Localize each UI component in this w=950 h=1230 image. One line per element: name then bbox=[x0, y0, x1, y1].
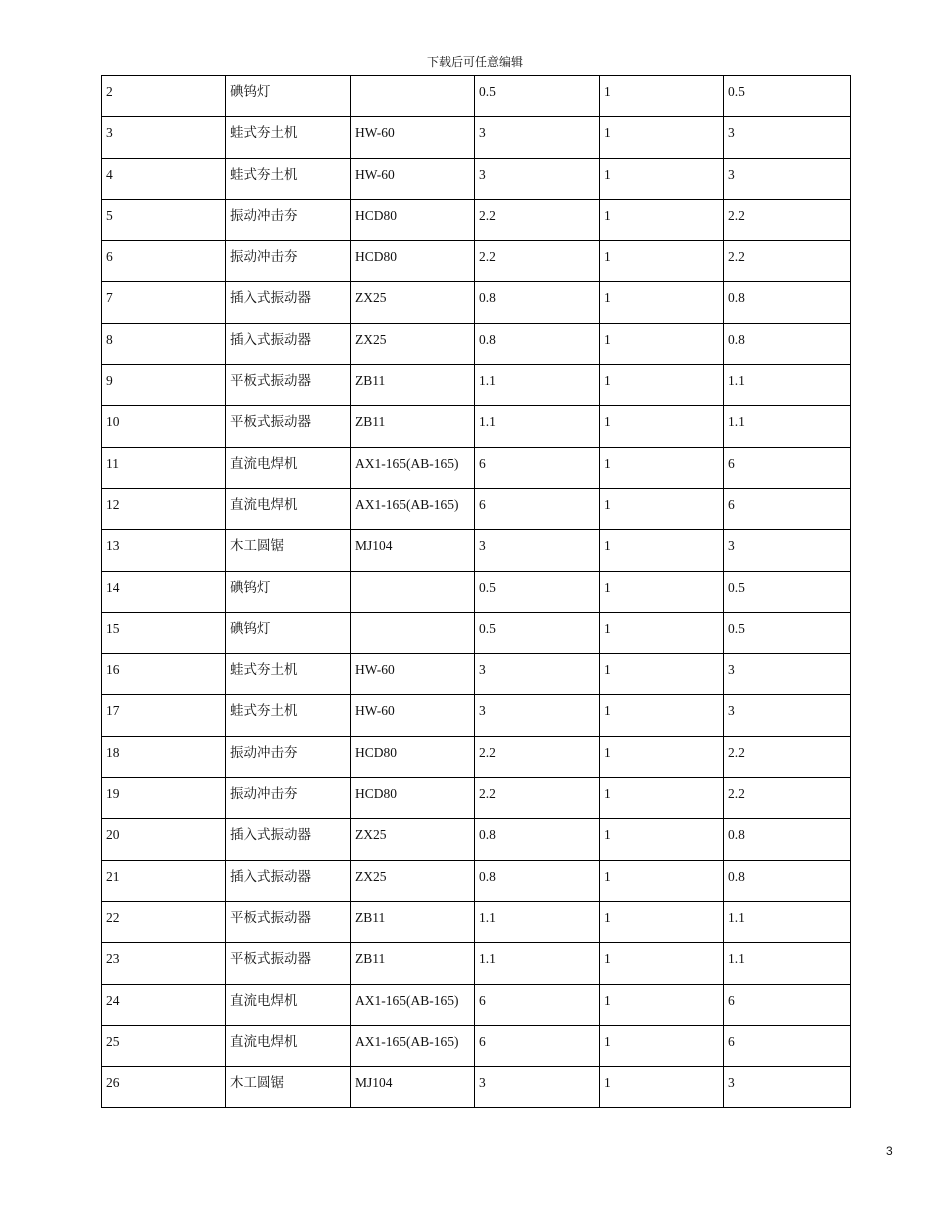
table-row bbox=[102, 199, 851, 240]
row-index-cell: 7 bbox=[102, 282, 226, 323]
equipment-name-cell: 碘钨灯 bbox=[226, 571, 351, 612]
total-power-cell: 0.8 bbox=[724, 860, 851, 901]
page-number: 3 bbox=[886, 1144, 893, 1158]
row-index-cell: 26 bbox=[102, 1067, 226, 1108]
row-index-cell: 2 bbox=[102, 76, 226, 117]
model-cell: MJ104 bbox=[351, 530, 475, 571]
total-power-cell: 2.2 bbox=[724, 199, 851, 240]
total-power-cell: 1.1 bbox=[724, 943, 851, 984]
model-cell: HW-60 bbox=[351, 654, 475, 695]
model-cell: AX1-165(AB-165) bbox=[351, 488, 475, 529]
power-cell: 1.1 bbox=[475, 365, 600, 406]
equipment-name-cell: 木工圆锯 bbox=[226, 1067, 351, 1108]
quantity-cell: 1 bbox=[600, 488, 724, 529]
power-cell: 2.2 bbox=[475, 241, 600, 282]
equipment-name-cell: 直流电焊机 bbox=[226, 488, 351, 529]
quantity-cell: 1 bbox=[600, 1025, 724, 1066]
total-power-cell: 0.8 bbox=[724, 819, 851, 860]
equipment-name-cell: 蛙式夯土机 bbox=[226, 158, 351, 199]
total-power-cell: 3 bbox=[724, 117, 851, 158]
equipment-name-cell: 插入式振动器 bbox=[226, 323, 351, 364]
power-cell: 1.1 bbox=[475, 406, 600, 447]
power-cell: 0.8 bbox=[475, 282, 600, 323]
table-row bbox=[102, 901, 851, 942]
equipment-name-cell: 插入式振动器 bbox=[226, 282, 351, 323]
table-row bbox=[102, 406, 851, 447]
table-row bbox=[102, 282, 851, 323]
total-power-cell: 6 bbox=[724, 1025, 851, 1066]
quantity-cell: 1 bbox=[600, 530, 724, 571]
model-cell bbox=[351, 612, 475, 653]
row-index-cell: 23 bbox=[102, 943, 226, 984]
row-index-cell: 20 bbox=[102, 819, 226, 860]
total-power-cell: 3 bbox=[724, 158, 851, 199]
power-cell: 0.5 bbox=[475, 76, 600, 117]
row-index-cell: 22 bbox=[102, 901, 226, 942]
total-power-cell: 3 bbox=[724, 1067, 851, 1108]
quantity-cell: 1 bbox=[600, 695, 724, 736]
row-index-cell: 17 bbox=[102, 695, 226, 736]
total-power-cell: 2.2 bbox=[724, 736, 851, 777]
table-row bbox=[102, 695, 851, 736]
power-cell: 3 bbox=[475, 530, 600, 571]
model-cell: ZX25 bbox=[351, 819, 475, 860]
equipment-name-cell: 插入式振动器 bbox=[226, 860, 351, 901]
total-power-cell: 1.1 bbox=[724, 406, 851, 447]
total-power-cell: 0.8 bbox=[724, 282, 851, 323]
table-row bbox=[102, 323, 851, 364]
total-power-cell: 2.2 bbox=[724, 241, 851, 282]
power-cell: 6 bbox=[475, 1025, 600, 1066]
total-power-cell: 0.5 bbox=[724, 76, 851, 117]
equipment-name-cell: 直流电焊机 bbox=[226, 984, 351, 1025]
model-cell: MJ104 bbox=[351, 1067, 475, 1108]
total-power-cell: 0.5 bbox=[724, 612, 851, 653]
row-index-cell: 15 bbox=[102, 612, 226, 653]
table-row bbox=[102, 860, 851, 901]
model-cell: ZB11 bbox=[351, 943, 475, 984]
model-cell: HCD80 bbox=[351, 241, 475, 282]
equipment-name-cell: 直流电焊机 bbox=[226, 1025, 351, 1066]
quantity-cell: 1 bbox=[600, 901, 724, 942]
quantity-cell: 1 bbox=[600, 943, 724, 984]
equipment-name-cell: 蛙式夯土机 bbox=[226, 117, 351, 158]
equipment-name-cell: 振动冲击夯 bbox=[226, 778, 351, 819]
power-cell: 6 bbox=[475, 447, 600, 488]
total-power-cell: 6 bbox=[724, 984, 851, 1025]
equipment-name-cell: 蛙式夯土机 bbox=[226, 654, 351, 695]
power-cell: 3 bbox=[475, 695, 600, 736]
equipment-name-cell: 碘钨灯 bbox=[226, 76, 351, 117]
power-cell: 0.5 bbox=[475, 612, 600, 653]
quantity-cell: 1 bbox=[600, 117, 724, 158]
total-power-cell: 3 bbox=[724, 530, 851, 571]
quantity-cell: 1 bbox=[600, 323, 724, 364]
row-index-cell: 4 bbox=[102, 158, 226, 199]
model-cell: AX1-165(AB-165) bbox=[351, 447, 475, 488]
row-index-cell: 8 bbox=[102, 323, 226, 364]
quantity-cell: 1 bbox=[600, 571, 724, 612]
row-index-cell: 10 bbox=[102, 406, 226, 447]
equipment-table-body bbox=[102, 76, 851, 1108]
quantity-cell: 1 bbox=[600, 736, 724, 777]
model-cell: ZB11 bbox=[351, 406, 475, 447]
quantity-cell: 1 bbox=[600, 282, 724, 323]
row-index-cell: 13 bbox=[102, 530, 226, 571]
table-row bbox=[102, 943, 851, 984]
power-cell: 3 bbox=[475, 117, 600, 158]
model-cell: ZB11 bbox=[351, 901, 475, 942]
table-row bbox=[102, 530, 851, 571]
total-power-cell: 0.8 bbox=[724, 323, 851, 364]
total-power-cell: 3 bbox=[724, 654, 851, 695]
power-cell: 6 bbox=[475, 488, 600, 529]
row-index-cell: 3 bbox=[102, 117, 226, 158]
table-row bbox=[102, 819, 851, 860]
equipment-name-cell: 平板式振动器 bbox=[226, 901, 351, 942]
power-cell: 0.8 bbox=[475, 860, 600, 901]
quantity-cell: 1 bbox=[600, 860, 724, 901]
equipment-name-cell: 振动冲击夯 bbox=[226, 736, 351, 777]
quantity-cell: 1 bbox=[600, 447, 724, 488]
equipment-name-cell: 碘钨灯 bbox=[226, 612, 351, 653]
quantity-cell: 1 bbox=[600, 984, 724, 1025]
model-cell: HW-60 bbox=[351, 695, 475, 736]
quantity-cell: 1 bbox=[600, 654, 724, 695]
row-index-cell: 9 bbox=[102, 365, 226, 406]
quantity-cell: 1 bbox=[600, 406, 724, 447]
power-cell: 2.2 bbox=[475, 736, 600, 777]
table-row bbox=[102, 612, 851, 653]
quantity-cell: 1 bbox=[600, 778, 724, 819]
total-power-cell: 6 bbox=[724, 488, 851, 529]
table-row bbox=[102, 447, 851, 488]
row-index-cell: 24 bbox=[102, 984, 226, 1025]
quantity-cell: 1 bbox=[600, 819, 724, 860]
quantity-cell: 1 bbox=[600, 1067, 724, 1108]
model-cell bbox=[351, 76, 475, 117]
table-row bbox=[102, 117, 851, 158]
total-power-cell: 1.1 bbox=[724, 901, 851, 942]
model-cell: ZX25 bbox=[351, 860, 475, 901]
equipment-name-cell: 平板式振动器 bbox=[226, 943, 351, 984]
equipment-table bbox=[101, 75, 851, 1108]
table-row bbox=[102, 76, 851, 117]
power-cell: 2.2 bbox=[475, 778, 600, 819]
total-power-cell: 6 bbox=[724, 447, 851, 488]
quantity-cell: 1 bbox=[600, 158, 724, 199]
power-cell: 0.8 bbox=[475, 323, 600, 364]
quantity-cell: 1 bbox=[600, 199, 724, 240]
equipment-name-cell: 直流电焊机 bbox=[226, 447, 351, 488]
equipment-name-cell: 蛙式夯土机 bbox=[226, 695, 351, 736]
power-cell: 2.2 bbox=[475, 199, 600, 240]
row-index-cell: 21 bbox=[102, 860, 226, 901]
power-cell: 0.8 bbox=[475, 819, 600, 860]
power-cell: 1.1 bbox=[475, 943, 600, 984]
table-row bbox=[102, 571, 851, 612]
power-cell: 3 bbox=[475, 654, 600, 695]
power-cell: 3 bbox=[475, 158, 600, 199]
equipment-name-cell: 振动冲击夯 bbox=[226, 199, 351, 240]
equipment-name-cell: 木工圆锯 bbox=[226, 530, 351, 571]
model-cell: HW-60 bbox=[351, 158, 475, 199]
table-row bbox=[102, 736, 851, 777]
table-row bbox=[102, 158, 851, 199]
quantity-cell: 1 bbox=[600, 612, 724, 653]
power-cell: 1.1 bbox=[475, 901, 600, 942]
row-index-cell: 14 bbox=[102, 571, 226, 612]
total-power-cell: 3 bbox=[724, 695, 851, 736]
quantity-cell: 1 bbox=[600, 241, 724, 282]
table-row bbox=[102, 365, 851, 406]
quantity-cell: 1 bbox=[600, 365, 724, 406]
row-index-cell: 6 bbox=[102, 241, 226, 282]
equipment-name-cell: 振动冲击夯 bbox=[226, 241, 351, 282]
row-index-cell: 19 bbox=[102, 778, 226, 819]
power-cell: 0.5 bbox=[475, 571, 600, 612]
quantity-cell: 1 bbox=[600, 76, 724, 117]
model-cell: AX1-165(AB-165) bbox=[351, 984, 475, 1025]
table-row bbox=[102, 241, 851, 282]
table-row bbox=[102, 1067, 851, 1108]
total-power-cell: 0.5 bbox=[724, 571, 851, 612]
model-cell: HCD80 bbox=[351, 778, 475, 819]
table-row bbox=[102, 984, 851, 1025]
table-row bbox=[102, 1025, 851, 1066]
row-index-cell: 5 bbox=[102, 199, 226, 240]
model-cell: ZB11 bbox=[351, 365, 475, 406]
row-index-cell: 25 bbox=[102, 1025, 226, 1066]
row-index-cell: 11 bbox=[102, 447, 226, 488]
model-cell: HCD80 bbox=[351, 736, 475, 777]
model-cell: ZX25 bbox=[351, 323, 475, 364]
model-cell: HW-60 bbox=[351, 117, 475, 158]
row-index-cell: 18 bbox=[102, 736, 226, 777]
power-cell: 6 bbox=[475, 984, 600, 1025]
model-cell: AX1-165(AB-165) bbox=[351, 1025, 475, 1066]
table-row bbox=[102, 488, 851, 529]
row-index-cell: 16 bbox=[102, 654, 226, 695]
equipment-name-cell: 插入式振动器 bbox=[226, 819, 351, 860]
table-row bbox=[102, 778, 851, 819]
model-cell: ZX25 bbox=[351, 282, 475, 323]
power-cell: 3 bbox=[475, 1067, 600, 1108]
equipment-name-cell: 平板式振动器 bbox=[226, 365, 351, 406]
table-row bbox=[102, 654, 851, 695]
model-cell: HCD80 bbox=[351, 199, 475, 240]
total-power-cell: 2.2 bbox=[724, 778, 851, 819]
row-index-cell: 12 bbox=[102, 488, 226, 529]
page-header-note: 下载后可任意编辑 bbox=[426, 55, 523, 69]
equipment-name-cell: 平板式振动器 bbox=[226, 406, 351, 447]
total-power-cell: 1.1 bbox=[724, 365, 851, 406]
model-cell bbox=[351, 571, 475, 612]
